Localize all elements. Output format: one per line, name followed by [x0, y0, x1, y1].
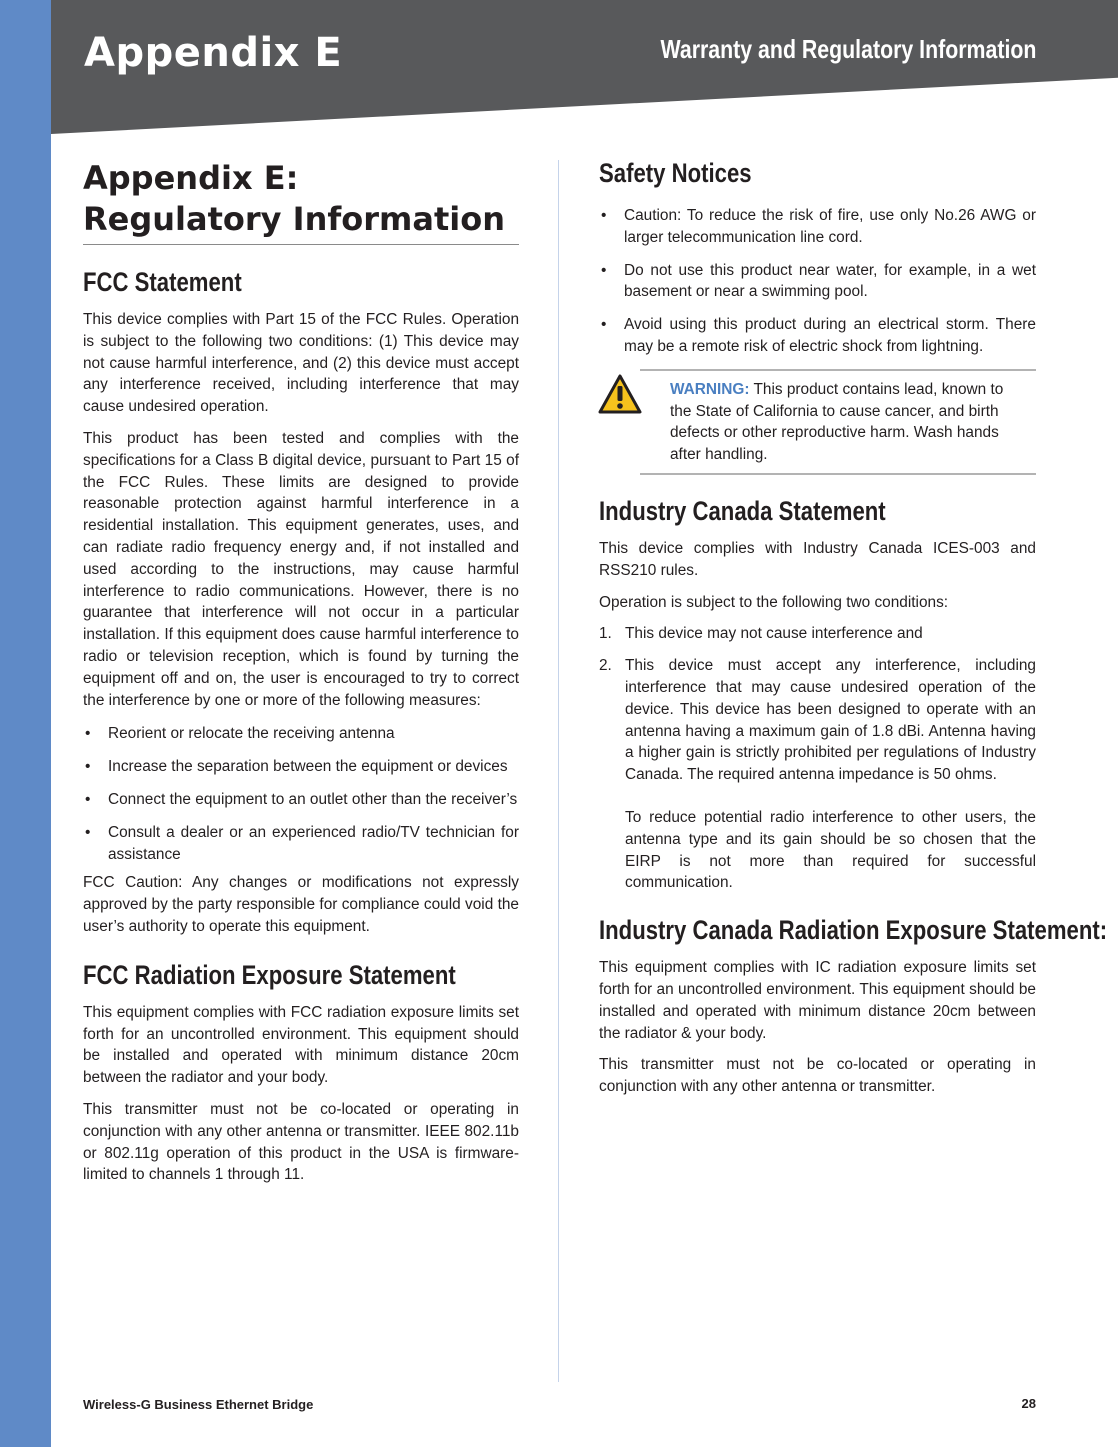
fcc-statement-heading: FCC Statement [83, 267, 242, 297]
page-number: 28 [1021, 1396, 1036, 1411]
item-number: 1. [599, 625, 612, 643]
list-item: • Caution: To reduce the risk of fire, use only No.26 AWG or larger telecommunication line cord. [599, 205, 1036, 249]
safety-heading: Safety Notices [599, 158, 752, 188]
industry-canada-para1: This device complies with Industry Canada ICES-003 and RSS210 rules. [599, 539, 1036, 579]
page-title [83, 158, 519, 245]
fcc-measures-list [83, 723, 519, 865]
industry-canada-heading: Industry Canada Statement [599, 495, 886, 526]
left-column [83, 158, 519, 1186]
warning-box [640, 369, 1036, 475]
industry-canada-para2: Operation is subject to the following two conditions: [599, 593, 949, 611]
industry-canada-conditions [599, 623, 1036, 894]
list-item [599, 623, 1036, 645]
page-title-line1: Appendix E: [83, 159, 299, 197]
list-item [599, 655, 1036, 894]
list-item: • Avoid using this product during an electrical storm. There may be a remote risk of electric shock from lightning. [599, 314, 1036, 358]
fcc-radiation-para2: This transmitter must not be co-located or operating in conjunction with any other antenna or transmitter. IEEE 802.11b or 802.11g operation of this product in the USA is firmware-limited to channels 1 through 11. [83, 1100, 519, 1184]
left-accent-bar [0, 0, 51, 1447]
right-column [599, 158, 1108, 1098]
item-text: This device must accept any interference, including interference that may cause undesired operation of the device. This device has been designed to operate with an antenna having a maximum gain of 1.8 dBi. Antenna having a higher gain is strictly prohibited per regulations of Industry Canada. The required antenna impedance is 50 ohms. [625, 657, 1036, 784]
fcc-radiation-para1: This equipment complies with FCC radiation exposure limits set forth for an uncontrolled environment. This equipment should be installed and operated with minimum distance 20cm between the radiator and your body. [83, 1003, 519, 1087]
column-divider [558, 160, 559, 1382]
list-item: • Reorient or relocate the receiving antenna [83, 723, 519, 745]
safety-list [599, 205, 1036, 358]
ic-radiation-heading: Industry Canada Radiation Exposure Statement: [599, 915, 1108, 946]
fcc-statement-para1: This device complies with Part 15 of the FCC Rules. Operation is subject to the following two conditions: (1) This device may not cause harmful interference, and (2) this device must accept any interference received, including interference that may cause undesired operation. [83, 311, 519, 416]
list-item: • Connect the equipment to an outlet other than the receiver’s [83, 789, 519, 811]
page-title-line2: Regulatory Information [83, 200, 505, 238]
item-extra-text: To reduce potential radio interference to other users, the antenna type and its gain should be so chosen that the EIRP is not more than required for successful communication. [625, 808, 1036, 892]
footer-product-name: Wireless-G Business Ethernet Bridge [83, 1397, 314, 1412]
list-item: • Do not use this product near water, for example, in a wet basement or near a swimming pool. [599, 260, 1036, 304]
fcc-caution: FCC Caution: Any changes or modifications not expressly approved by the party responsible for compliance could void the user’s authority to operate this equipment. [83, 874, 519, 935]
warning-label: WARNING: [670, 380, 750, 398]
list-item: • Consult a dealer or an experienced radio/TV technician for assistance [83, 822, 519, 866]
ic-radiation-para1: This equipment complies with IC radiation exposure limits set forth for an uncontrolled environment. This equipment should be installed and operated with minimum distance 20cm between the radiator & your body. [599, 959, 1036, 1042]
ic-radiation-para2: This transmitter must not be co-located or operating in conjunction with any other antenna or transmitter. [599, 1056, 1036, 1096]
warning-text: This product contains lead, known to the State of California to cause cancer, and birth defects or other reproductive harm. Wash hands after handling. [670, 380, 1004, 464]
list-item: • Increase the separation between the equipment or devices [83, 756, 519, 778]
item-text: This device may not cause interference and [625, 625, 923, 643]
warning-icon [597, 373, 643, 415]
header-section-title: Warranty and Regulatory Information [660, 34, 1036, 64]
fcc-radiation-heading: FCC Radiation Exposure Statement [83, 959, 456, 990]
warning-text-block [670, 379, 1028, 466]
item-number: 2. [599, 657, 612, 675]
fcc-statement-para2: This product has been tested and complies with the specifications for a Class B digital device, pursuant to Part 15 of the FCC Rules. These limits are designed to provide reasonable protection against harmful interference in a residential installation. This equipment generates, uses, and can radiate radio frequency energy and, if not installed and used according to the instructions, may cause harmful interference to radio communications. However, there is no guarantee that interference will not occur in a particular installation. If this equipment does cause harmful interference to radio or television reception, which is found by turning the equipment off and on, the user is encouraged to try to correct the interference by one or more of the following measures: [83, 429, 519, 709]
appendix-label: Appendix E [84, 30, 343, 76]
